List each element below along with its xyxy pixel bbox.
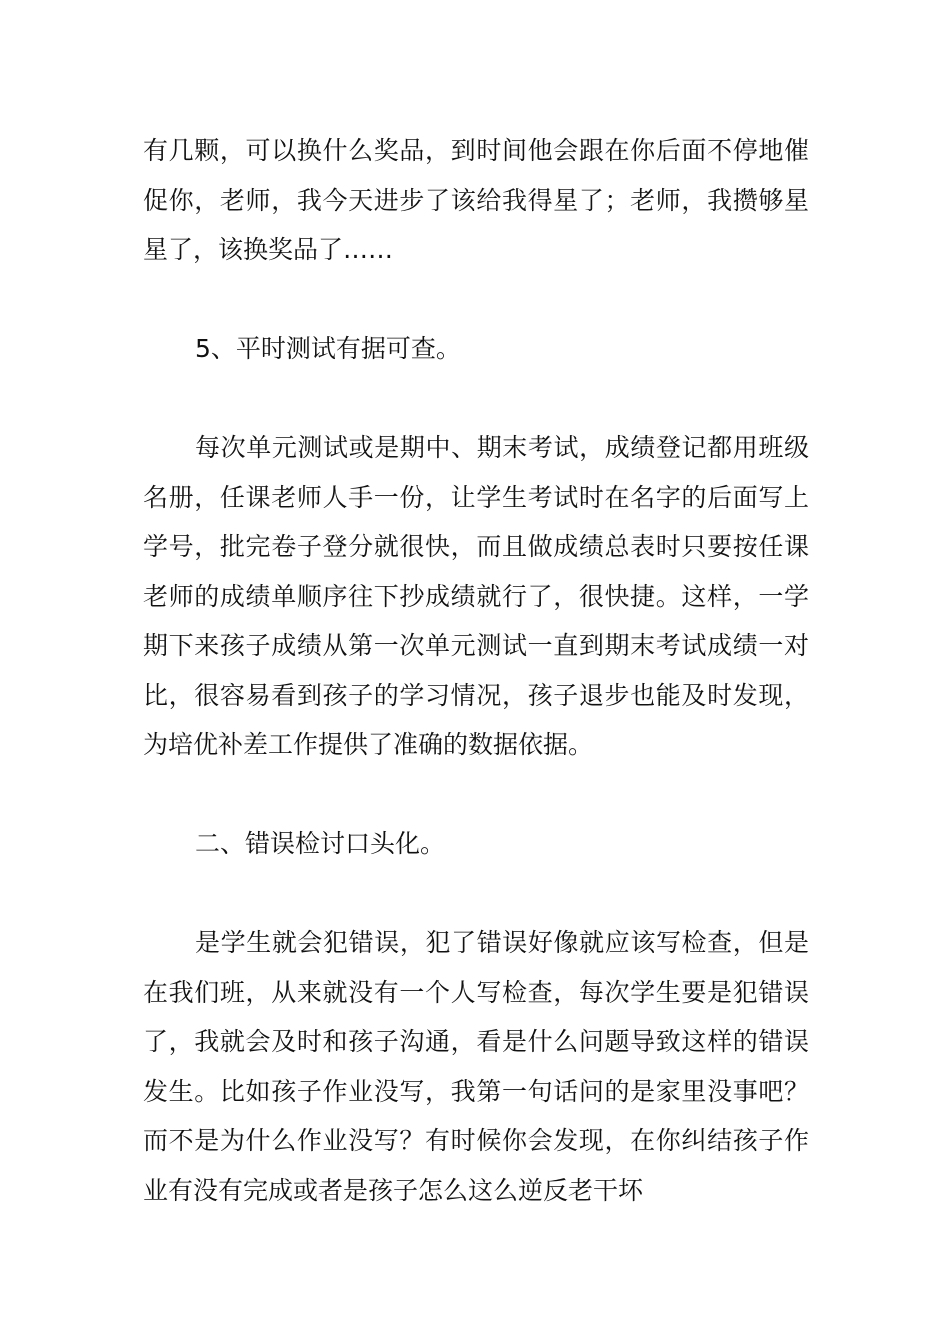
paragraph-tests: 每次单元测试或是期中、期末考试，成绩登记都用班级名册，任课老师人手一份，让学生考试时在名字的后面写上学号，批完卷子登分就很快，而且做成绩总表时只要按任课老师的成绩单顺序往下抄成绩就行了，很快捷。这样，一学期下来孩子成绩从第一次单元测试一直到期末考试成绩一对比，很容易看到孩子的学习情况，孩子退步也能及时发现，为培优补差工作提供了准确的数据依据。 bbox=[143, 433, 809, 759]
section-heading-2: 二、错误检讨口头化。 bbox=[195, 829, 446, 858]
paragraph-mistakes: 是学生就会犯错误，犯了错误好像就应该写检查，但是在我们班，从来就没有一个人写检查，每次学生要是犯错误了，我就会及时和孩子沟通，看是什么问题导致这样的错误发生。比如孩子作业没写，我第一句话问的是家里没事吧？而不是为什么作业没写？有时候你会发现，在你纠结孩子作业有没有完成或者是孩子怎么这么逆反老干坏 bbox=[143, 928, 809, 1205]
section-heading-5: 5、平时测试有据可查。 bbox=[195, 334, 461, 363]
document-body bbox=[143, 126, 809, 1215]
paragraph-continued: 有几颗，可以换什么奖品，到时间他会跟在你后面不停地催促你，老师，我今天进步了该给我得星了；老师，我攒够星星了，该换奖品了…… bbox=[143, 136, 809, 264]
